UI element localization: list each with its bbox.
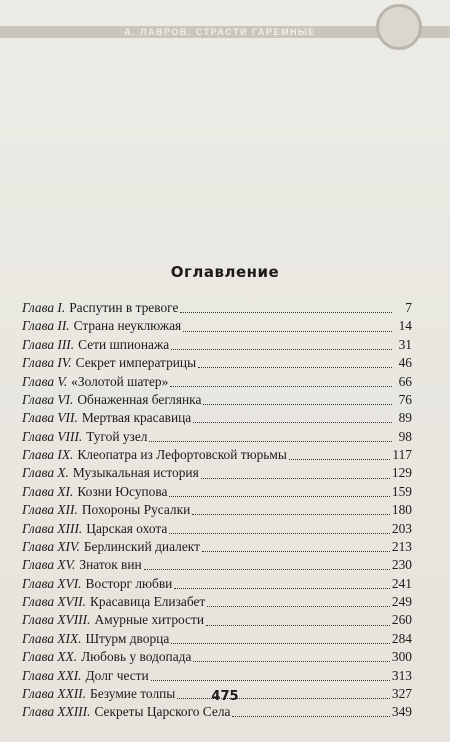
toc-entry (22, 538, 412, 556)
chapter-page-number: 14 (398, 318, 412, 334)
chapter-page-number: 284 (391, 630, 412, 646)
chapter-page-number: 159 (391, 483, 412, 499)
chapter-page-number: 117 (392, 447, 412, 462)
toc-entry (22, 593, 412, 611)
chapter-label: Глава XV. (22, 557, 76, 573)
dot-leader (201, 477, 390, 479)
chapter-label: Глава XI. (22, 483, 74, 499)
dot-leader (232, 715, 389, 717)
toc-entry (22, 520, 412, 538)
chapter-label: Глава XXI. (22, 667, 82, 683)
toc-title: Оглавление (170, 263, 280, 281)
dot-leader (171, 642, 390, 644)
chapter-page-number: 230 (391, 557, 412, 573)
chapter-page-number: 66 (398, 373, 412, 389)
chapter-label: Глава IX. (22, 447, 74, 462)
chapter-label: Глава XX. (22, 649, 78, 665)
chapter-page-number: 31 (398, 336, 412, 352)
chapter-title: Клеопатра из Лефортовской тюрьмы (77, 447, 287, 462)
table-of-contents (22, 299, 412, 722)
chapter-title: Красавица Елизабет (90, 594, 206, 609)
chapter-page-number: 76 (398, 391, 412, 407)
toc-entry (22, 428, 412, 446)
chapter-title: Любовь у водопада (81, 649, 192, 665)
chapter-page-number: 98 (398, 428, 412, 444)
dot-leader (149, 440, 392, 442)
chapter-label: Глава XIII. (22, 520, 83, 536)
dot-leader (174, 587, 390, 589)
chapter-label: Глава VIII. (22, 428, 83, 444)
dot-leader (169, 532, 390, 534)
dot-leader (207, 605, 390, 607)
chapter-title: Мертвая красавица (81, 410, 192, 426)
chapter-page-number: 46 (398, 355, 412, 371)
toc-entry (22, 317, 412, 335)
chapter-label: Глава XVIII. (22, 612, 91, 628)
toc-entry (22, 703, 412, 721)
chapter-page-number: 129 (391, 465, 412, 481)
chapter-label: Глава IV. (22, 355, 72, 371)
chapter-title: Восторг любви (85, 575, 173, 591)
dot-leader (183, 330, 392, 332)
chapter-label: Глава XVII. (22, 594, 86, 609)
chapter-title: Штурм дворца (85, 630, 170, 646)
dot-leader (151, 679, 390, 681)
chapter-title: Тугой узел (86, 428, 148, 444)
chapter-title: Музыкальная история (72, 465, 199, 481)
chapter-page-number: 203 (391, 520, 412, 536)
toc-entry (22, 354, 412, 372)
chapter-title: «Золотой шатер» (71, 373, 169, 389)
toc-entry (22, 667, 412, 685)
chapter-label: Глава XIX. (22, 630, 82, 646)
dot-leader (180, 311, 392, 313)
dot-leader (169, 495, 389, 497)
chapter-page-number: 89 (398, 410, 412, 426)
chapter-title: Обнаженная беглянка (77, 391, 202, 407)
toc-entry (22, 556, 412, 574)
chapter-label: Глава XII. (22, 502, 78, 518)
chapter-page-number: 327 (391, 685, 412, 701)
chapter-page-number: 313 (391, 667, 412, 683)
chapter-title: Секрет императрицы (75, 355, 197, 371)
chapter-label: Глава VII. (22, 410, 78, 426)
chapter-title: Козни Юсупова (77, 483, 168, 499)
toc-entry (22, 575, 412, 593)
chapter-label: Глава XVI. (22, 575, 82, 591)
chapter-page-number: 349 (391, 704, 412, 720)
chapter-title: Распутин в тревоге (69, 300, 179, 315)
publisher-emblem-icon (376, 4, 422, 50)
dot-leader (193, 421, 392, 423)
toc-entry (22, 391, 412, 409)
chapter-label: Глава II. (22, 318, 70, 334)
chapter-page-number: 180 (391, 502, 412, 518)
chapter-title: Безумие толпы (90, 685, 176, 701)
dot-leader (170, 385, 392, 387)
chapter-title: Знаток вин (79, 557, 142, 573)
toc-entry (22, 648, 412, 666)
chapter-label: Глава III. (22, 336, 75, 352)
chapter-title: Берлинский диалект (83, 538, 200, 554)
chapter-page-number: 260 (391, 612, 412, 628)
dot-leader (203, 403, 392, 405)
chapter-label: Глава V. (22, 373, 68, 389)
toc-entry (22, 446, 412, 464)
chapter-title: Сети шпионажа (78, 336, 170, 352)
page-number: 475 (211, 689, 239, 704)
chapter-page-number: 249 (391, 594, 412, 609)
chapter-title: Царская охота (86, 520, 168, 536)
chapter-label: Глава I. (22, 300, 66, 315)
toc-entry (22, 299, 412, 317)
dot-leader (192, 513, 390, 515)
toc-entry (22, 483, 412, 501)
chapter-label: Глава XXIII. (22, 704, 91, 720)
chapter-page-number: 7 (405, 300, 412, 315)
toc-entry (22, 336, 412, 354)
dot-leader (171, 348, 392, 350)
chapter-title: Секреты Царского Села (94, 704, 231, 720)
dot-leader (289, 458, 391, 460)
dot-leader (202, 550, 390, 552)
chapter-title: Амурные хитрости (94, 612, 205, 628)
dot-leader (193, 660, 389, 662)
chapter-title: Долг чести (85, 667, 149, 683)
toc-entry (22, 409, 412, 427)
chapter-label: Глава XXII. (22, 685, 86, 701)
toc-entry (22, 464, 412, 482)
toc-entry (22, 611, 412, 629)
toc-entry (22, 630, 412, 648)
chapter-page-number: 241 (391, 575, 412, 591)
chapter-title: Страна неуклюжая (73, 318, 182, 334)
running-header: А. ЛАВРОВ. СТРАСТИ ГАРЕМНЫЕ (124, 27, 316, 37)
dot-leader (198, 366, 392, 368)
chapter-title: Похороны Русалки (81, 502, 191, 518)
chapter-label: Глава X. (22, 465, 69, 481)
dot-leader (206, 624, 390, 626)
toc-entry (22, 501, 412, 519)
chapter-label: Глава VI. (22, 391, 74, 407)
chapter-page-number: 213 (391, 538, 412, 554)
dot-leader (144, 568, 390, 570)
chapter-page-number: 300 (391, 649, 412, 665)
chapter-label: Глава XIV. (22, 538, 80, 554)
toc-entry (22, 373, 412, 391)
